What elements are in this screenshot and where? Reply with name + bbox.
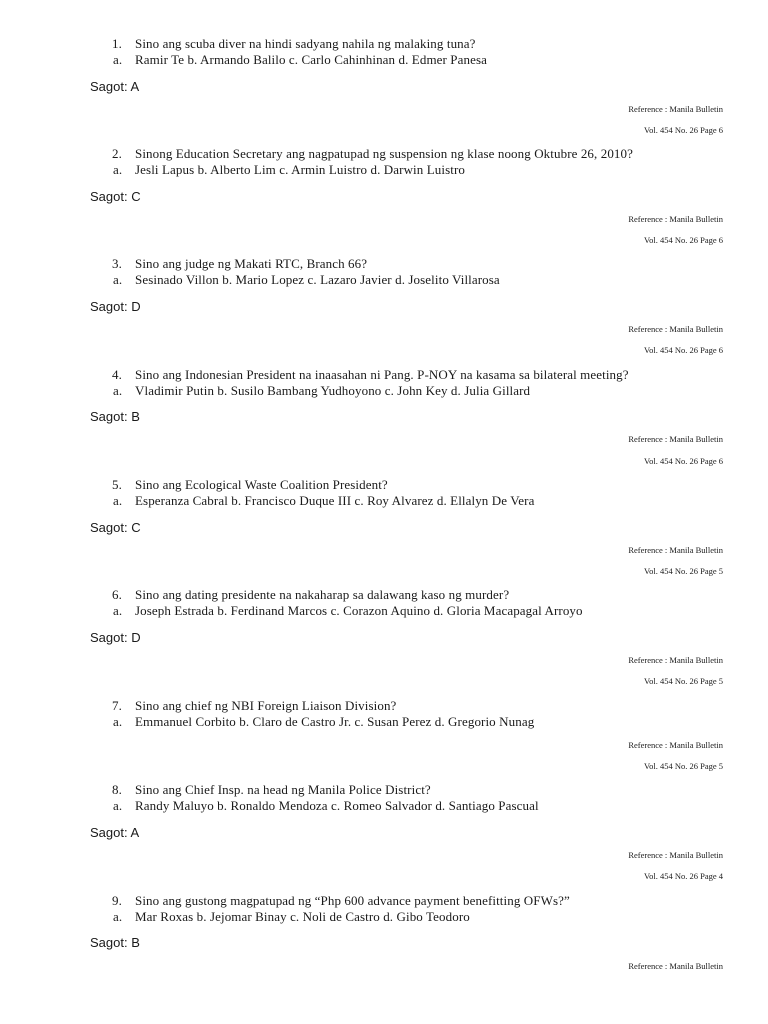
choices-text: Sesinado Villon b. Mario Lopez c. Lazaro Javier d. Joselito Villarosa xyxy=(135,272,500,287)
choice-letter: a. xyxy=(113,493,123,508)
choices-2 xyxy=(113,162,465,178)
choice-letter: a. xyxy=(113,162,123,177)
question-number: 8. xyxy=(112,782,122,797)
volume-7: Vol. 454 No. 26 Page 5 xyxy=(644,761,723,771)
reference-6: Reference : Manila Bulletin xyxy=(628,655,723,665)
question-number: 3. xyxy=(112,256,122,271)
volume-5: Vol. 454 No. 26 Page 5 xyxy=(644,566,723,576)
reference-8: Reference : Manila Bulletin xyxy=(628,850,723,860)
choices-1 xyxy=(113,52,487,68)
question-9 xyxy=(112,893,570,909)
question-number: 9. xyxy=(112,893,122,908)
answer-6: Sagot: D xyxy=(90,630,141,645)
volume-4: Vol. 454 No. 26 Page 6 xyxy=(644,456,723,466)
reference-2: Reference : Manila Bulletin xyxy=(628,214,723,224)
reference-9: Reference : Manila Bulletin xyxy=(628,961,723,971)
choices-8 xyxy=(113,798,539,814)
answer-3: Sagot: D xyxy=(90,299,141,314)
choices-text: Randy Maluyo b. Ronaldo Mendoza c. Romeo Salvador d. Santiago Pascual xyxy=(135,798,539,813)
question-text: Sino ang chief ng NBI Foreign Liaison Division? xyxy=(135,698,397,713)
question-5 xyxy=(112,477,388,493)
question-number: 6. xyxy=(112,587,122,602)
reference-5: Reference : Manila Bulletin xyxy=(628,545,723,555)
answer-1: Sagot: A xyxy=(90,79,140,94)
answer-8: Sagot: A xyxy=(90,825,140,840)
question-text: Sino ang judge ng Makati RTC, Branch 66? xyxy=(135,256,368,271)
answer-9: Sagot: B xyxy=(90,935,140,950)
choice-letter: a. xyxy=(113,52,123,67)
choices-text: Joseph Estrada b. Ferdinand Marcos c. Corazon Aquino d. Gloria Macapagal Arroyo xyxy=(135,603,583,618)
volume-6: Vol. 454 No. 26 Page 5 xyxy=(644,676,723,686)
reference-3: Reference : Manila Bulletin xyxy=(628,324,723,334)
question-text: Sino ang Indonesian President na inaasahan ni Pang. P-NOY na kasama sa bilateral meeting? xyxy=(135,367,629,382)
question-number: 5. xyxy=(112,477,122,492)
question-2 xyxy=(112,146,633,162)
choices-text: Vladimir Putin b. Susilo Bambang Yudhoyono c. John Key d. Julia Gillard xyxy=(135,383,531,398)
volume-2: Vol. 454 No. 26 Page 6 xyxy=(644,235,723,245)
volume-3: Vol. 454 No. 26 Page 6 xyxy=(644,345,723,355)
question-1 xyxy=(112,36,476,52)
choice-letter: a. xyxy=(113,798,123,813)
choices-6 xyxy=(113,603,583,619)
choices-7 xyxy=(113,714,534,730)
answer-4: Sagot: B xyxy=(90,409,140,424)
question-4 xyxy=(112,367,629,383)
choices-text: Emmanuel Corbito b. Claro de Castro Jr. c. Susan Perez d. Gregorio Nunag xyxy=(135,714,535,729)
choice-letter: a. xyxy=(113,272,123,287)
question-3 xyxy=(112,256,367,272)
choices-9 xyxy=(113,909,470,925)
choice-letter: a. xyxy=(113,714,123,729)
question-number: 4. xyxy=(112,367,122,382)
choices-text: Jesli Lapus b. Alberto Lim c. Armin Luistro d. Darwin Luistro xyxy=(135,162,465,177)
volume-1: Vol. 454 No. 26 Page 6 xyxy=(644,125,723,135)
question-8 xyxy=(112,782,431,798)
volume-8: Vol. 454 No. 26 Page 4 xyxy=(644,871,723,881)
question-6 xyxy=(112,587,509,603)
question-text: Sino ang scuba diver na hindi sadyang nahila ng malaking tuna? xyxy=(135,36,476,51)
reference-7: Reference : Manila Bulletin xyxy=(628,740,723,750)
choices-4 xyxy=(113,383,530,399)
question-text: Sino ang dating presidente na nakaharap sa dalawang kaso ng murder? xyxy=(135,587,510,602)
question-text: Sino ang Ecological Waste Coalition President? xyxy=(135,477,388,492)
choices-5 xyxy=(113,493,534,509)
question-number: 2. xyxy=(112,146,122,161)
question-text: Sino ang gustong magpatupad ng “Php 600 advance payment benefitting OFWs?” xyxy=(135,893,570,908)
choices-text: Mar Roxas b. Jejomar Binay c. Noli de Castro d. Gibo Teodoro xyxy=(135,909,470,924)
answer-5: Sagot: C xyxy=(90,520,141,535)
question-number: 7. xyxy=(112,698,122,713)
reference-4: Reference : Manila Bulletin xyxy=(628,434,723,444)
question-text: Sino ang Chief Insp. na head ng Manila Police District? xyxy=(135,782,431,797)
choices-3 xyxy=(113,272,500,288)
choices-text: Ramir Te b. Armando Balilo c. Carlo Cahinhinan d. Edmer Panesa xyxy=(135,52,488,67)
choice-letter: a. xyxy=(113,383,123,398)
answer-2: Sagot: C xyxy=(90,189,141,204)
question-text: Sinong Education Secretary ang nagpatupad ng suspension ng klase noong Oktubre 26, 2010? xyxy=(135,146,634,161)
reference-1: Reference : Manila Bulletin xyxy=(628,104,723,114)
question-number: 1. xyxy=(112,36,122,51)
question-7 xyxy=(112,698,396,714)
choice-letter: a. xyxy=(113,909,123,924)
choice-letter: a. xyxy=(113,603,123,618)
choices-text: Esperanza Cabral b. Francisco Duque III c. Roy Alvarez d. Ellalyn De Vera xyxy=(135,493,535,508)
